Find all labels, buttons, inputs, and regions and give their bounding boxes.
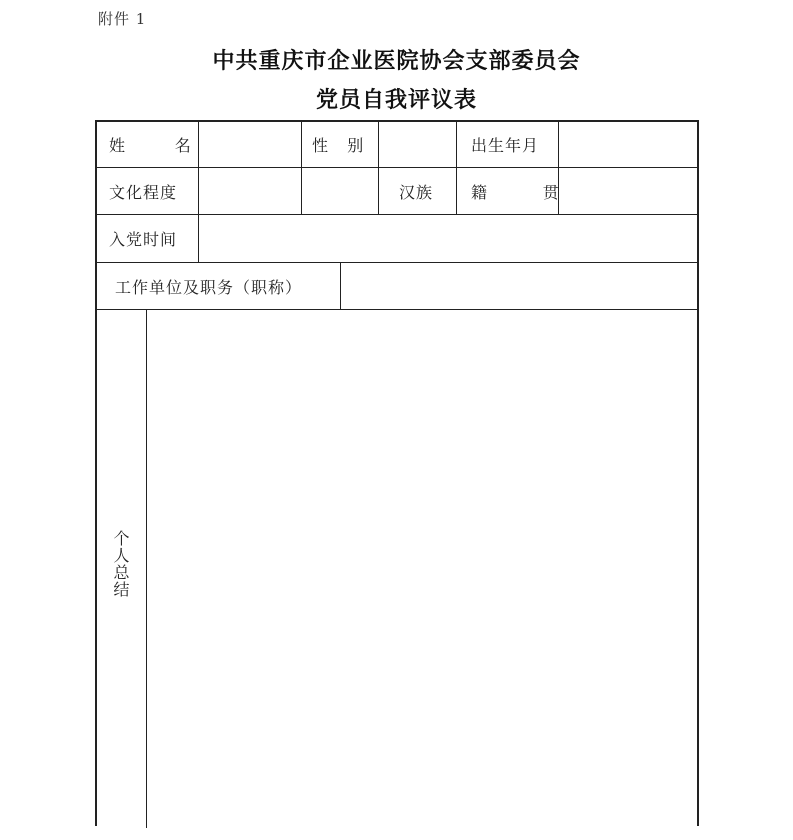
gender-label: 性 别 [312,136,365,155]
column-divider [456,122,457,214]
name-field[interactable] [199,122,301,167]
join-party-date-field[interactable] [199,215,697,262]
personal-summary-field[interactable] [147,310,697,828]
ethnicity-field[interactable] [302,168,378,214]
attachment-label: 附件 1 [98,10,147,28]
page-title-line-2: 党员自我评议表 [315,88,477,113]
education-field[interactable] [199,168,301,214]
name-label: 姓 名 [109,136,192,155]
personal-summary-label: 个人总结 [111,530,130,598]
page-title-line-1: 中共重庆市企业医院协会支部委员会 [212,49,581,74]
gender-field[interactable] [379,122,456,167]
native-place-field[interactable] [559,168,697,214]
self-evaluation-form [95,120,699,826]
birth-label: 出生年月 [471,136,540,155]
work-unit-label: 工作单位及职务（职称） [115,277,303,297]
ethnicity-label: 汉族 [399,182,434,202]
work-unit-field[interactable] [341,263,697,309]
native-place-label: 籍 贯 [471,182,560,202]
join-party-date-label: 入党时间 [109,230,178,249]
education-label: 文化程度 [109,182,178,202]
birth-field[interactable] [559,122,697,167]
